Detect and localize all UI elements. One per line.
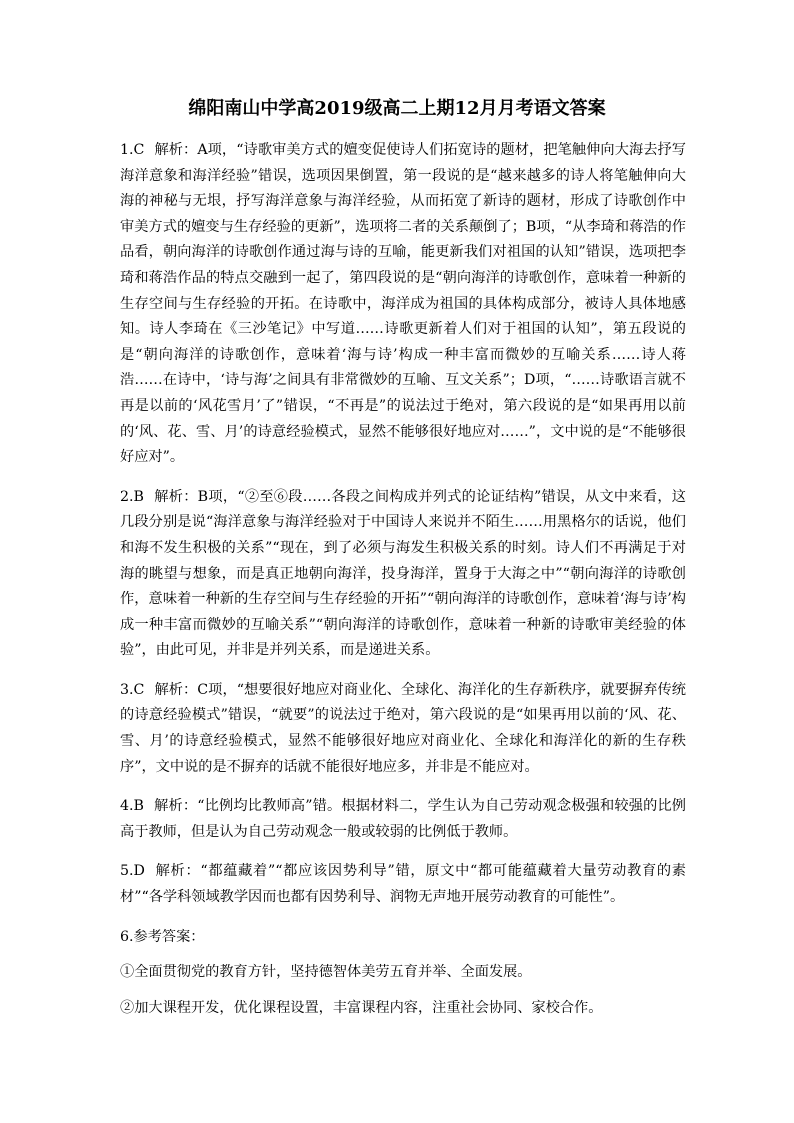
answer-4 [120,794,686,845]
answer-text: 解析：“比例均比教师高”错。根据材料二，学生认为自己劳动观念极强和较强的比例高于教师，但是认为自己劳动观念一般或较弱的比例低于教师。 [120,798,686,840]
answer-label: 1.C [120,142,145,158]
answer-point-1: ①全面贯彻党的教育方针，坚持德智体美劳五育并举、全面发展。 [120,964,532,981]
answer-label: 4.B [120,798,144,815]
answer-label: 2.B [120,488,144,505]
answer-content [120,138,686,1031]
answer-3 [120,678,686,780]
document-title: 绵阳南山中学高2019级高二上期12月月考语文答案 [188,98,606,119]
answer-text: 解析：A项，“诗歌审美方式的嬗变促使诗人们拓宽诗的题材，把笔触伸向大海去抒写海洋意象和海洋经验”错误，选项因果倒置，第一段说的是“越来越多的诗人将笔触伸向大海的神秘与无垠，抒写海洋意象与海洋经验，从而拓宽了新诗的题材，形成了诗歌创作中审美方式的嬗变与生存经验的更新”，选项将二者的关系颠倒了；B项，“从李琦和蒋浩的作品看，朝向海洋的诗歌创作通过海与诗的互喻，能更新我们对祖国的认知”错误，选项把李琦和蒋浩作品的特点交融到一起了，第四段说的是“朝向海洋的诗歌创作，意味着一种新的生存空间与生存经验的开拓。在诗歌中，海洋成为祖国的具体构成部分，被诗人具体地感知。诗人李琦在《三沙笔记》中写道……诗歌更新着人们对于祖国的认知”，第五段说的是“朝向海洋的诗歌创作，意味着‘海与诗’构成一种丰富而微妙的互喻关系……诗人蒋浩……在诗中，‘诗与海’之间具有非常微妙的互喻、互文关系”；D项，“……诗歌语言就不再是以前的‘风花雪月’了”错误，“不再是”的说法过于绝对，第六段说的是“如果再用以前的‘风、花、雪、月’的诗意经验模式，显然不能够很好地应对……”，文中说的是“不能够很好应对”。 [120,142,686,466]
answer-text: 解析：“都蕴藏着”“都应该因势利导”错，原文中“都可能蕴藏着大量劳动教育的素材”“各学科领域教学因而也都有因势利导、润物无声地开展劳动教育的可能性”。 [120,863,686,906]
answer-text: 解析：B项，“②至⑥段……各段之间构成并列式的论证结构”错误，从文中来看，这几段分别是说“海洋意象与海洋经验对于中国诗人来说并不陌生……用黑格尔的话说，他们和海不发生积极的关系”“现在，到了必须与海发生积极关系的时刻。诗人们不再满足于对海的眺望与想象，而是真正地朝向海洋，投身海洋，置身于大海之中”“朝向海洋的诗歌创作，意味着一种新的生存空间与生存经验的开拓”“朝向海洋的诗歌创作，意味着‘海与诗’构成一种丰富而微妙的互喻关系”“朝向海洋的诗歌创作，意味着一种新的诗歌审美经验的体验”，由此可见，并非是并列关系，而是递进关系。 [120,488,686,659]
answer-1 [120,138,686,471]
answer-point-2: ②加大课程开发，优化课程设置，丰富课程内容，注重社会协同、家校合作。 [120,999,603,1016]
answer-2 [120,485,686,664]
answer-label: 3.C [120,681,145,698]
answer-text: 参考答案： [133,928,205,945]
answer-6 [120,925,686,951]
answer-5 [120,859,686,910]
answer-text: 解析：C项，“想要很好地应对商业化、全球化、海洋化的生存新秩序，就要摒弃传统的诗意经验模式”错误，“就要”的说法过于绝对，第六段说的是“如果再用以前的‘风、花、雪、月’的诗意经验模式，显然不能够很好地应对商业化、全球化和海洋化的新的生存秩序”，文中说的是不摒弃的话就不能很好地应多，并非是不能应对。 [120,681,686,775]
answer-label: 5.D [120,863,145,880]
answer-label: 6. [120,928,134,945]
